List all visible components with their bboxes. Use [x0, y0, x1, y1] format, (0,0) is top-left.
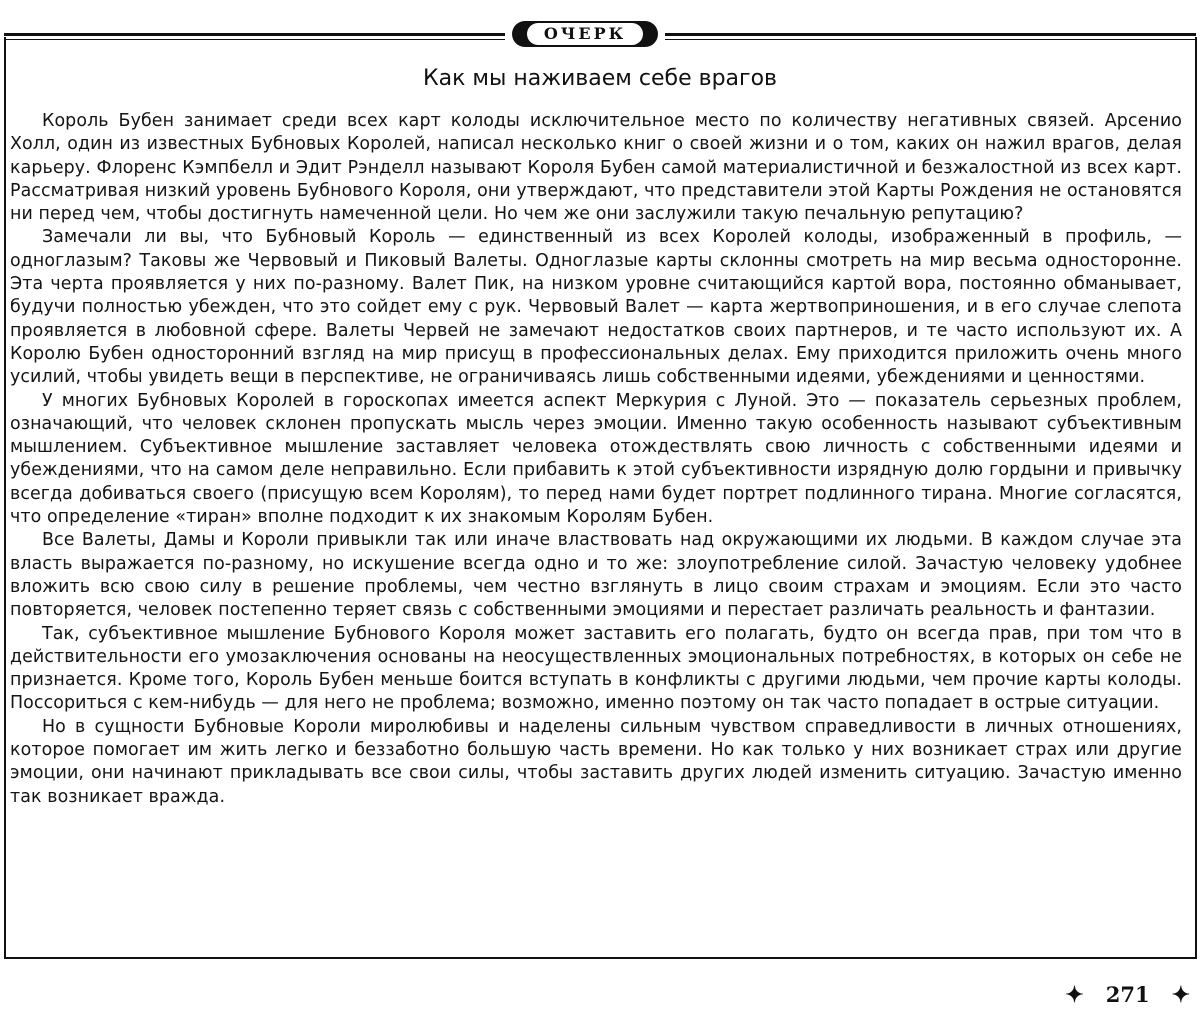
star-ornament-icon: ✦: [1065, 981, 1084, 1008]
paragraph: Все Валеты, Дамы и Короли привыкли так или иначе властвовать над окружающими их людьми. В каждом случае эта власть выражается по-разному, но искушение всегда одно и то же: злоупотребление силой. Зачастую человеку удобнее вложить всю свою силу в решение проблемы, чем честно взглянуть в лицо своим страхам и эмоциям. Если это часто повторяется, человек постепенно теряет связь с собственными эмоциями и перестает различать реальность и фантазии.: [10, 530, 1182, 621]
paragraph: У многих Бубновых Королей в гороскопах имеется аспект Меркурия с Луной. Это — показатель серьезных проблем, означающий, что человек склонен пропускать мысль через эмоции. Именно такую особенность называют субъективным мышлением. Субъективное мышление заставляет человека отождествлять свою личность с собственными идеями и убеждениями, что на самом деле неправильно. Если прибавить к этой субъективности изрядную долю гордыни и привычку всегда добиваться своего (присущую всем Королям), то перед нами будет портрет подлинного тирана. Многие согласятся, что определение «тиран» вполне подходит к их знакомым Королям Бубен.: [10, 390, 1182, 528]
page-footer: [1065, 982, 1190, 1007]
paragraph: Но в сущности Бубновые Короли миролюбивы и наделены сильным чувством справедливости в личных отношениях, которое помогает им жить легко и беззаботно большую часть времени. Но как только у них возникает страх или другие эмоции, они начинают прикладывать все свои силы, чтобы заставить других людей изменить ситуацию. Зачастую именно так возникает вражда.: [10, 716, 1182, 807]
paragraph: Замечали ли вы, что Бубновый Король — единственный из всех Королей колоды, изображенный в профиль, — одноглазым? Таковы же Червовый и Пиковый Валеты. Одноглазые карты склонны смотреть на мир весьма односторонне. Эта черта проявляется у них по-разному. Валет Пик, на низком уровне считающийся картой вора, постоянно обманывает, будучи полностью убежден, что это сойдет ему с рук. Червовый Валет — карта жертвоприношения, и в его случае слепота проявляется в любовной сфере. Валеты Червей не замечают недостатков своих партнеров, и те часто используют их. А Королю Бубен односторонний взгляд на мир присущ в профессиональных делах. Ему приходится приложить очень много усилий, чтобы увидеть вещи в перспективе, не ограничиваясь лишь собственными идеями, убеждениями и ценностями.: [10, 227, 1182, 388]
article-body: [10, 110, 1182, 809]
star-ornament-icon: ✦: [1171, 981, 1190, 1008]
article-title: Как мы наживаем себе врагов: [422, 66, 778, 91]
paragraph: Король Бубен занимает среди всех карт колоды исключительное место по количеству негативных связей. Арсенио Холл, один из известных Бубновых Королей, написал несколько книг о своей жизни и о том, каких он нажил врагов, делая карьеру. Флоренс Кэмпбелл и Эдит Рэнделл называют Короля Бубен самой материалистичной и безжалостной из всех карт. Рассматривая низкий уровень Бубнового Короля, они утверждают, что представители этой Карты Рождения не остановятся ни перед чем, чтобы достигнуть намеченной цели. Но чем же они заслужили такую печальную репутацию?: [10, 111, 1182, 225]
section-label: ОЧЕРК: [527, 23, 643, 45]
page-number: 271: [1105, 982, 1150, 1007]
paragraph: Так, субъективное мышление Бубнового Короля может заставить его полагать, будто он всегда прав, при том что в действительности его умозаключения основаны на неосуществленных эмоциональных потребностях, в которых он себе не признается. Кроме того, Король Бубен меньше боится вступать в конфликты с другими людьми, чем прочие карты колоды. Поссориться с кем-нибудь — для него не проблема; возможно, именно поэтому он так часто попадает в острые ситуации.: [10, 623, 1182, 714]
